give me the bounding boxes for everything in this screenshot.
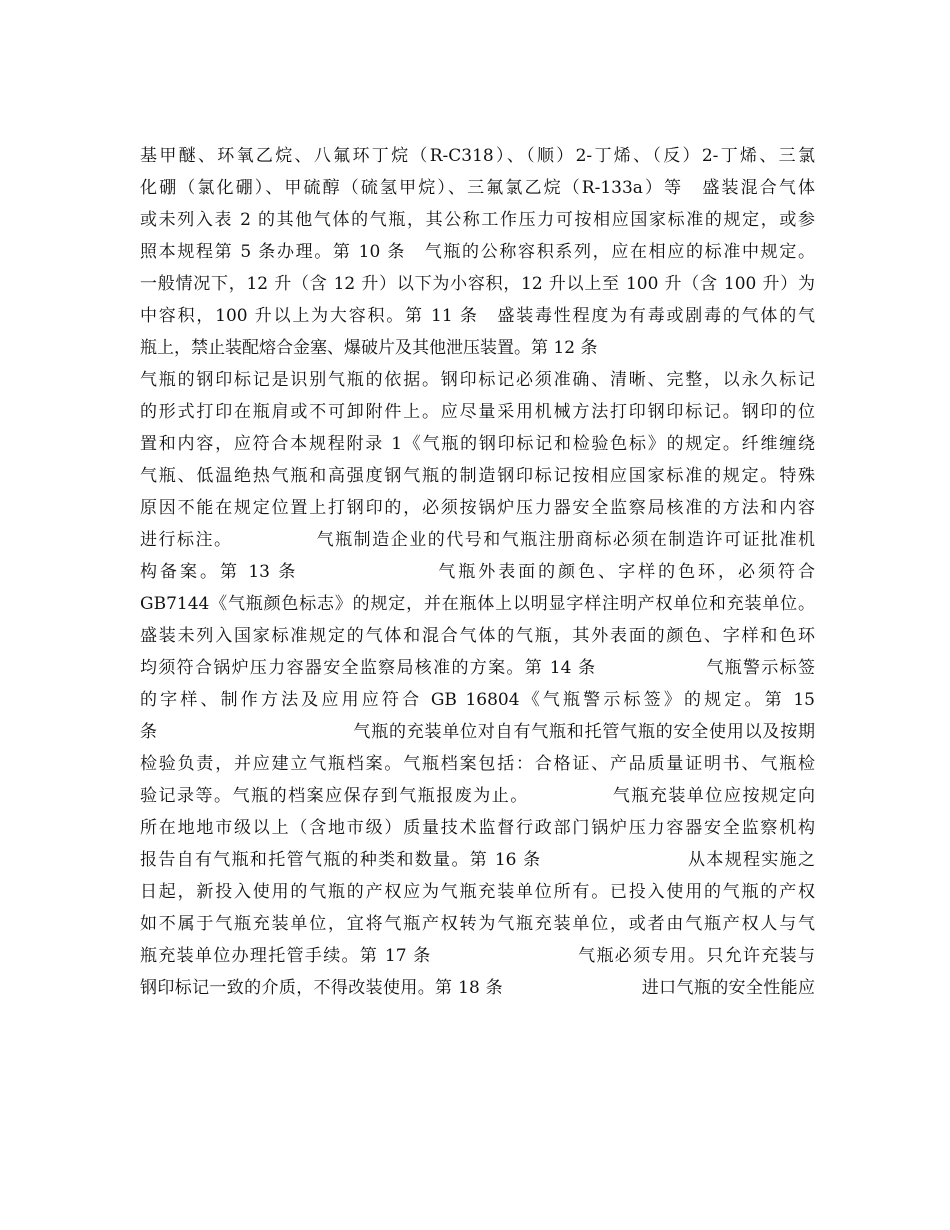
text-line: 的形式打印在瓶肩或不可卸附件上。应尽量采用机械方法打印钢印标记。钢印的位: [140, 402, 815, 422]
text-line: 瓶充装单位办理托管手续。第 17 条 气瓶必须专用。只允许充装与: [140, 946, 815, 966]
body-text: [140, 140, 815, 1004]
text-line: 一般情况下，12 升（含 12 升）以下为小容积，12 升以上至 100 升（含 100 升）为: [140, 274, 815, 294]
text-line: 所在地地市级以上（含地市级）质量技术监督行政部门锅炉压力容器安全监察机构: [140, 818, 815, 838]
text-line: 基甲醚、环氧乙烷、八氟环丁烷（R-C318）、（顺）2-丁烯、（反）2-丁烯、三氯: [140, 146, 815, 166]
text-line: 均须符合锅炉压力容器安全监察局核准的方案。第 14 条 气瓶警示标签: [140, 658, 815, 678]
text-line: 置和内容，应符合本规程附录 1《气瓶的钢印标记和检验色标》的规定。纤维缠绕: [140, 434, 815, 454]
text-line: 中容积，100 升以上为大容积。第 11 条 盛装毒性程度为有毒或剧毒的气体的气: [140, 306, 815, 326]
text-line: 气瓶的钢印标记是识别气瓶的依据。钢印标记必须准确、清晰、完整，以永久标记: [140, 370, 815, 390]
text-line: 条 气瓶的充装单位对自有气瓶和托管气瓶的安全使用以及按期: [140, 722, 815, 742]
text-line: 瓶上，禁止装配熔合金塞、爆破片及其他泄压装置。第 12 条: [140, 338, 598, 358]
text-line: 构备案。第 13 条 气瓶外表面的颜色、字样的色环，必须符合: [140, 562, 815, 582]
text-line: 钢印标记一致的介质，不得改装使用。第 18 条 进口气瓶的安全性能应: [140, 978, 815, 998]
text-line: 气瓶、低温绝热气瓶和高强度钢气瓶的制造钢印标记按相应国家标准的规定。特殊: [140, 466, 815, 486]
text-line: 化硼（氯化硼）、甲硫醇（硫氢甲烷）、三氟氯乙烷（R-133a）等 盛装混合气体: [140, 178, 815, 198]
text-line: 进行标注。 气瓶制造企业的代号和气瓶注册商标必须在制造许可证批准机: [140, 530, 815, 550]
text-line: 或未列入表 2 的其他气体的气瓶，其公称工作压力可按相应国家标准的规定，或参: [140, 210, 815, 230]
text-line: 的字样、制作方法及应用应符合 GB 16804《气瓶警示标签》的规定。第 15: [140, 690, 815, 710]
text-line: GB7144《气瓶颜色标志》的规定，并在瓶体上以明显字样注明产权单位和充装单位。: [140, 594, 815, 614]
text-line: 日起，新投入使用的气瓶的产权应为气瓶充装单位所有。已投入使用的气瓶的产权: [140, 882, 815, 902]
text-line: 照本规程第 5 条办理。第 10 条 气瓶的公称容积系列，应在相应的标准中规定。: [140, 242, 815, 262]
text-line: 验记录等。气瓶的档案应保存到气瓶报废为止。 气瓶充装单位应按规定向: [140, 786, 815, 806]
text-line: 原因不能在规定位置上打钢印的，必须按锅炉压力器安全监察局核准的方法和内容: [140, 498, 815, 518]
text-line: 盛装未列入国家标准规定的气体和混合气体的气瓶，其外表面的颜色、字样和色环: [140, 626, 815, 646]
text-line: 报告自有气瓶和托管气瓶的种类和数量。第 16 条 从本规程实施之: [140, 850, 815, 870]
text-line: 检验负责，并应建立气瓶档案。气瓶档案包括：合格证、产品质量证明书、气瓶检: [140, 754, 815, 774]
text-line: 如不属于气瓶充装单位，宜将气瓶产权转为气瓶充装单位，或者由气瓶产权人与气: [140, 914, 815, 934]
